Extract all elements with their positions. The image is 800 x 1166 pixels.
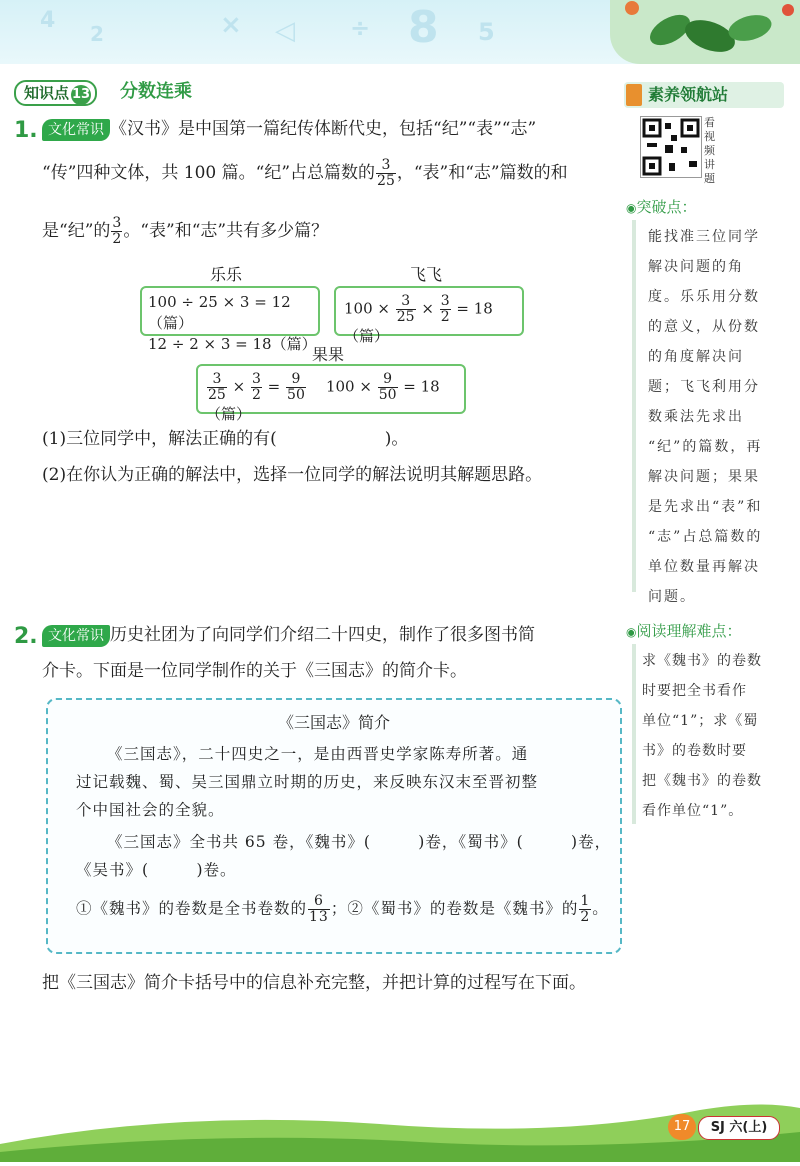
frac-num: 3 xyxy=(251,371,261,387)
breakthrough-title: 突破点： xyxy=(636,198,697,216)
lele-step2: 12 ÷ 2 × 3 = 18（篇） xyxy=(148,335,317,353)
breakthrough-line: 问题。 xyxy=(648,589,696,605)
card-para-2: 过记载魏、蜀、吴三国鼎立时期的历史，来反映东汉末至晋初整 xyxy=(76,773,539,791)
breakthrough-line: 单位数量再解决 xyxy=(648,559,760,575)
decor-digit: 8 xyxy=(408,2,439,53)
fraction xyxy=(207,372,227,403)
card-body xyxy=(76,740,612,925)
guoguo-part2-pre: 100 × xyxy=(325,377,372,396)
frac-den: 25 xyxy=(208,387,226,403)
edition-label: SJ 六(上) xyxy=(698,1116,780,1140)
qr-icon xyxy=(641,117,701,177)
reading-heading xyxy=(626,620,742,641)
question-1-text2a: “传”四种文体，共 100 篇。“纪”占总篇数的 xyxy=(42,163,376,183)
reading-line: 求《魏书》的卷数 xyxy=(642,653,762,669)
reading-title: 阅读理解难点： xyxy=(636,622,742,640)
breakthrough-line: 的角度解决问 xyxy=(648,349,744,365)
fraction xyxy=(378,372,398,403)
student-name-guoguo: 果果 xyxy=(312,345,345,364)
leaf-decoration xyxy=(610,0,800,64)
fraction xyxy=(396,294,416,325)
breakthrough-line: 度。乐乐用分数 xyxy=(648,289,760,305)
question-1-sub2: (2)在你认为正确的解法中，选择一位同学的解法说明其解题思路。 xyxy=(42,465,543,485)
card-para-3: 个中国社会的全貌。 xyxy=(76,801,225,819)
student-name-feifei: 飞飞 xyxy=(410,265,443,284)
hint-a: ①《魏书》的卷数是全书卷数的 xyxy=(76,899,308,918)
side-banner-title: 素养领航站 xyxy=(648,85,729,104)
frac-num: 3 xyxy=(112,215,122,231)
question-2-tag: 文化常识 xyxy=(42,625,110,647)
guoguo-op: × xyxy=(232,377,246,396)
frac-num: 3 xyxy=(396,294,416,310)
fraction xyxy=(286,372,306,403)
fraction xyxy=(440,294,451,325)
knowledge-number: 13 xyxy=(71,85,91,105)
frac-den: 50 xyxy=(378,387,397,403)
knowledge-label: 知识点 xyxy=(24,84,70,102)
feifei-pre: 100 × xyxy=(344,299,390,318)
card-hint xyxy=(76,894,612,925)
breakthrough-line: 是先求出“表”和 xyxy=(648,499,763,515)
frac-num: 9 xyxy=(378,372,398,388)
page-number: 17 xyxy=(668,1114,696,1140)
fraction xyxy=(251,372,262,403)
frac-num: 9 xyxy=(286,372,306,388)
sidebar-rule xyxy=(632,220,636,592)
reading-line: 单位“1”；求《蜀 xyxy=(642,713,759,729)
feifei-post: = 18（篇） xyxy=(344,299,493,345)
frac-den: 2 xyxy=(251,387,261,403)
frac-num: 3 xyxy=(440,293,450,309)
question-1-line2 xyxy=(42,158,642,189)
frac-den: 25 xyxy=(396,309,415,325)
breakthrough-line: 题；飞飞利用分 xyxy=(648,379,760,395)
frac-den: 25 xyxy=(377,173,395,189)
frac-den: 2 xyxy=(440,309,450,325)
intro-card xyxy=(46,698,622,954)
decor-digit: 4 xyxy=(40,8,56,33)
lele-step1: 100 ÷ 25 × 3 = 12（篇） xyxy=(148,293,291,332)
question-2-line1 xyxy=(42,620,632,650)
dot-icon: ◉ xyxy=(626,625,637,639)
hint-b: ；②《蜀书》的卷数是《魏书》的 xyxy=(330,899,579,918)
breakthrough-line: 解决问题；果果 xyxy=(648,469,760,485)
breakthrough-line: “纪”的篇数，再 xyxy=(648,439,763,455)
reading-line: 把《魏书》的卷数 xyxy=(642,773,762,789)
card-para-4: 《三国志》全书共 65 卷，《魏书》( )卷，《蜀书》( )卷， xyxy=(107,833,612,851)
solution-box-lele xyxy=(140,286,320,353)
header-band xyxy=(0,0,800,64)
question-2-task: 把《三国志》简介卡括号中的信息补充完整，并把计算的过程写在下面。 xyxy=(42,973,586,993)
frac-num: 3 xyxy=(376,158,396,174)
guoguo-eq: = xyxy=(267,377,281,396)
knowledge-point-badge xyxy=(14,80,97,106)
fraction-6-13 xyxy=(308,894,330,925)
decor-digit: 5 xyxy=(478,18,495,46)
solution-box-guoguo xyxy=(196,364,466,423)
frac-den: 13 xyxy=(309,909,329,925)
reading-line: 书》的卷数时要 xyxy=(642,743,747,759)
solution-box-feifei xyxy=(334,286,524,345)
breakthrough-heading xyxy=(626,196,697,217)
fraction-1-2 xyxy=(579,894,591,925)
reading-text xyxy=(642,646,792,826)
dot-icon: ◉ xyxy=(626,201,637,215)
question-2-text1: 历史社团为了向同学们介绍二十四史，制作了很多图书简 xyxy=(110,625,535,645)
breakthrough-line: 能找准三位同学 xyxy=(648,229,760,245)
book-icon xyxy=(626,84,642,106)
feifei-op: × xyxy=(421,299,434,318)
decor-divide-icon: ÷ xyxy=(350,14,371,42)
student-name-lele: 乐乐 xyxy=(210,265,243,284)
question-1-text3a: 是“纪”的 xyxy=(42,221,111,241)
card-title: 《三国志》简介 xyxy=(277,713,390,732)
fraction-3-2 xyxy=(111,216,122,247)
question-1-tag: 文化常识 xyxy=(42,119,110,141)
sidebar-rule xyxy=(632,644,636,824)
hint-c: 。 xyxy=(592,899,609,918)
knowledge-title: 分数连乘 xyxy=(120,81,192,102)
frac-num: 3 xyxy=(207,372,227,388)
frac-num: 1 xyxy=(580,893,591,909)
qr-caption: 看视频讲题 xyxy=(704,116,715,185)
question-1-text2b: ，“表”和“志”篇数的和 xyxy=(396,163,568,183)
question-1-text3b: 。“表”和“志”共有多少篇？ xyxy=(123,221,329,241)
breakthrough-text xyxy=(648,222,788,612)
frac-num: 6 xyxy=(308,894,330,910)
frac-den: 2 xyxy=(580,909,591,925)
decor-digit: × xyxy=(220,10,242,40)
breakthrough-line: 解决问题的角 xyxy=(648,259,744,275)
side-banner xyxy=(624,82,784,108)
guoguo-part2-post: = 18（篇） xyxy=(206,377,440,423)
question-2-line2: 介卡。下面是一位同学制作的关于《三国志》的简介卡。 xyxy=(42,661,467,681)
decor-triangle-icon: ◁ xyxy=(275,16,295,46)
question-1-line1 xyxy=(42,114,632,144)
frac-den: 2 xyxy=(112,231,122,247)
question-1-number: 1. xyxy=(14,118,38,143)
breakthrough-line: “志”占总篇数的 xyxy=(648,529,763,545)
card-para-5: 《吴书》( )卷。 xyxy=(76,861,237,879)
frac-den: 50 xyxy=(287,387,305,403)
fraction-3-25 xyxy=(376,158,396,189)
reading-line: 看作单位“1”。 xyxy=(642,803,744,819)
question-2-number: 2. xyxy=(14,624,38,649)
breakthrough-line: 的意义，从份数 xyxy=(648,319,760,335)
decor-digit: 2 xyxy=(90,22,104,46)
leaf-icon xyxy=(610,0,800,64)
question-1-text1: 《汉书》是中国第一篇纪传体断代史，包括“纪”“表”“志” xyxy=(110,119,537,139)
question-1-sub1: (1)三位同学中，解法正确的有( )。 xyxy=(42,429,409,449)
reading-line: 时要把全书看作 xyxy=(642,683,747,699)
card-para-1: 《三国志》，二十四史之一，是由西晋史学家陈寿所著。通 xyxy=(107,745,529,763)
question-1-line3 xyxy=(42,216,642,247)
breakthrough-line: 数乘法先求出 xyxy=(648,409,744,425)
qr-code[interactable] xyxy=(640,116,702,178)
